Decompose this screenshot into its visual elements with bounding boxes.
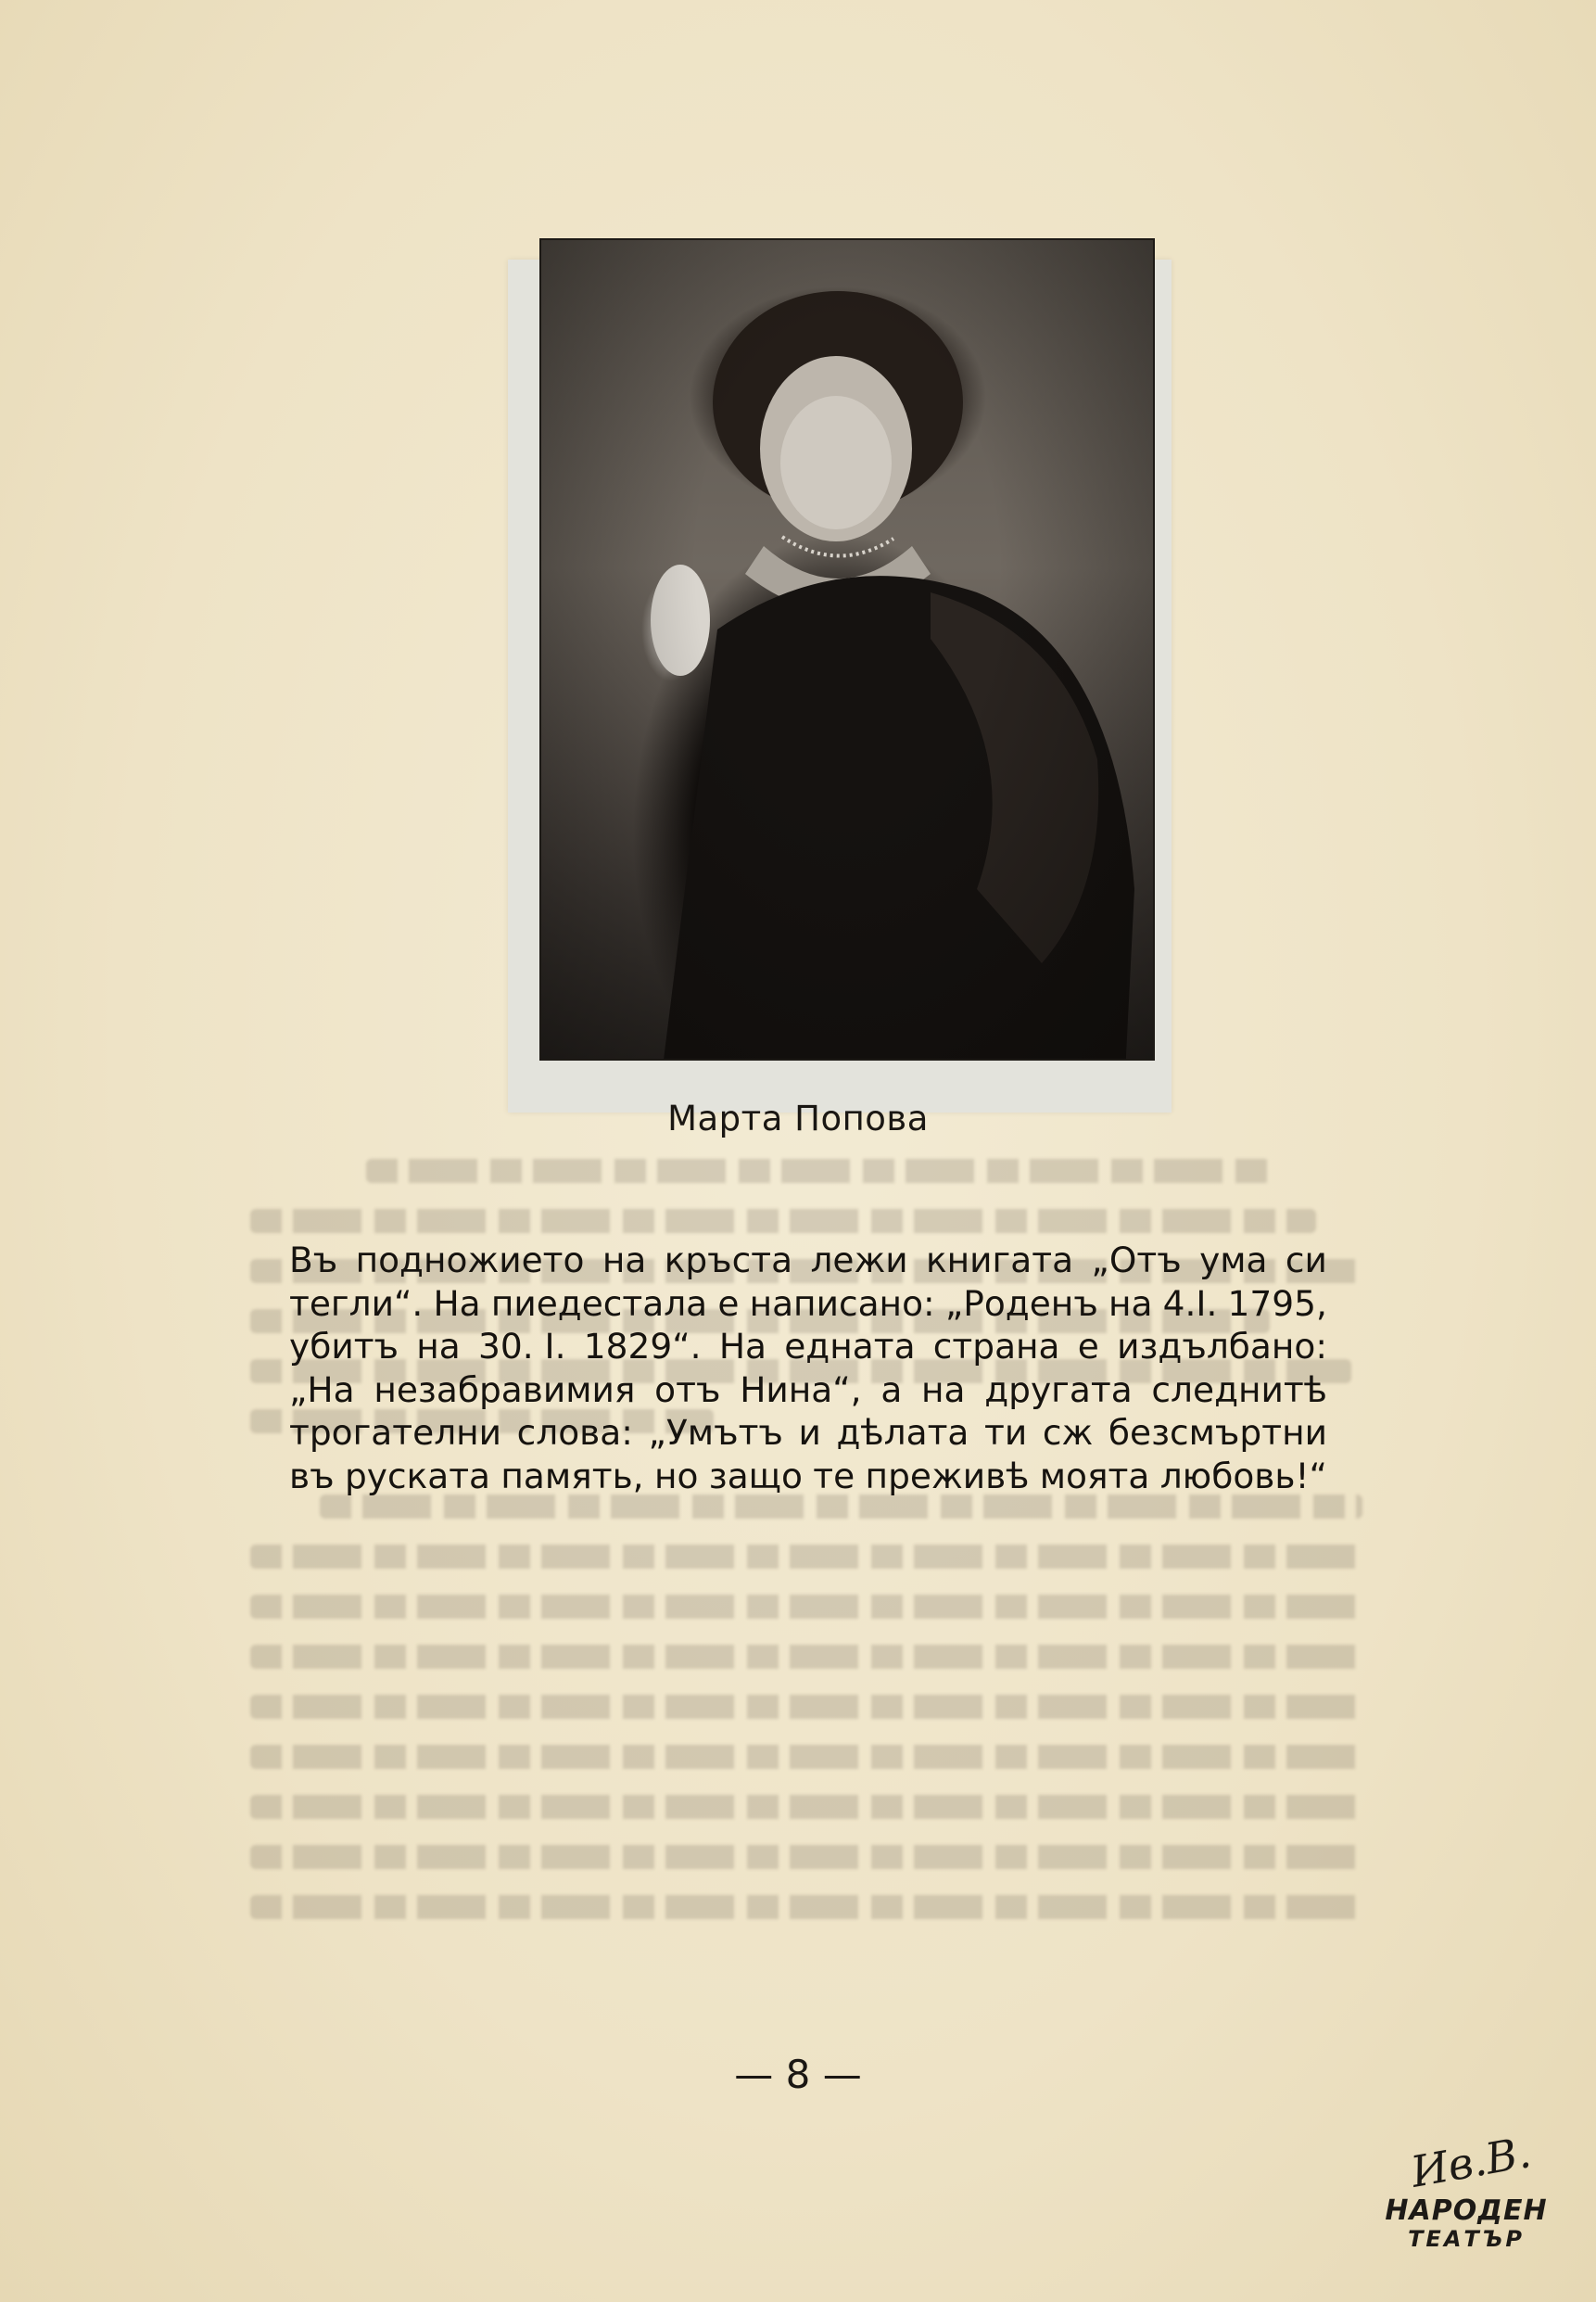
word: едната (784, 1326, 916, 1367)
text-line (289, 1239, 1327, 1282)
word: „На (289, 1368, 355, 1410)
logo-line-1: НАРОДЕН (1385, 2194, 1548, 2227)
word: е (1077, 1326, 1099, 1367)
word: е (717, 1282, 740, 1324)
photo-caption: Марта Попова (667, 1099, 929, 1138)
text-line (289, 1368, 1327, 1412)
word: следнитѣ (1151, 1368, 1327, 1410)
word: кръста (664, 1240, 793, 1280)
word: ти (984, 1412, 1028, 1453)
word: написано: (749, 1282, 935, 1324)
word: 30. I. (478, 1326, 566, 1367)
word: въ (289, 1455, 335, 1496)
word: убитъ (289, 1326, 399, 1367)
word: моята (1039, 1455, 1150, 1496)
word: на (416, 1326, 461, 1367)
signature-mark: Ив.В. (1407, 2127, 1535, 2197)
word: и (798, 1412, 821, 1453)
word: а (880, 1368, 903, 1410)
word: преживѣ (865, 1455, 1030, 1496)
word: трогателни (289, 1412, 502, 1453)
word: „Умътъ (648, 1412, 783, 1453)
word: „Роденъ (944, 1282, 1098, 1324)
word: дѣлата (836, 1412, 969, 1453)
word: „Отъ (1091, 1240, 1182, 1280)
word: 4.I. (1162, 1282, 1218, 1324)
word: Нина“, (740, 1368, 862, 1410)
text-line (289, 1455, 1327, 1498)
word: пиедестала (490, 1282, 708, 1324)
word: тегли“. (289, 1282, 424, 1324)
word: другата (984, 1368, 1133, 1410)
word: безсмъртни (1108, 1412, 1327, 1453)
word: но (653, 1455, 699, 1496)
theatre-logo (1383, 2127, 1550, 2257)
word: отъ (654, 1368, 721, 1410)
portrait-photo (539, 238, 1155, 1061)
word: издълбано: (1117, 1326, 1327, 1367)
word: си (1285, 1240, 1327, 1280)
word: защо (708, 1455, 803, 1496)
body-paragraph (289, 1239, 1327, 1497)
text-line (289, 1325, 1327, 1368)
word: на (921, 1368, 966, 1410)
word: Въ (289, 1240, 338, 1280)
word: лежи (810, 1240, 908, 1280)
word: руската (344, 1455, 491, 1496)
word: книгата (926, 1240, 1074, 1280)
word: страна (932, 1326, 1060, 1367)
word: 1829“. (583, 1326, 702, 1367)
word: незабравимия (374, 1368, 636, 1410)
word: 1795, (1227, 1282, 1327, 1324)
word: подножието (355, 1240, 585, 1280)
word: на (602, 1240, 647, 1280)
word: на (1108, 1282, 1153, 1324)
word: На (433, 1282, 481, 1324)
word: ума (1199, 1240, 1268, 1280)
text-line (289, 1282, 1327, 1326)
logo-line-2: ТЕАТЪР (1408, 2226, 1525, 2252)
word: На (718, 1326, 766, 1367)
page-number: — 8 — (734, 2052, 862, 2097)
word: слова: (516, 1412, 633, 1453)
text-line (289, 1411, 1327, 1455)
word: те (813, 1455, 855, 1496)
word: сж (1042, 1412, 1094, 1453)
word: любовь!“ (1159, 1455, 1327, 1496)
word: память, (500, 1455, 644, 1496)
